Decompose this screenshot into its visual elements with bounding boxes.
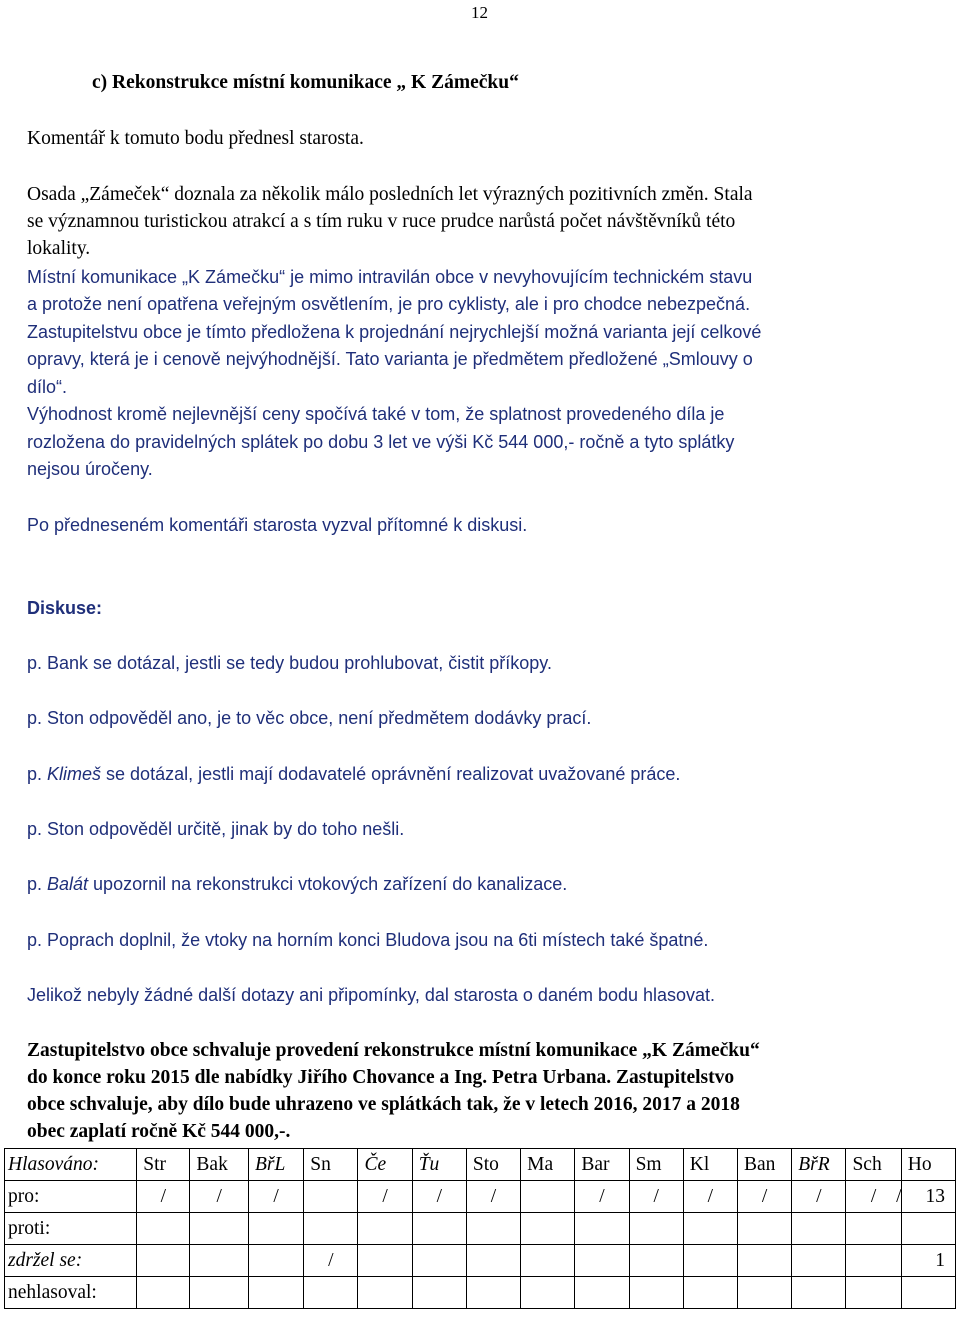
member-abbr: Ma bbox=[521, 1149, 575, 1181]
vote-mark bbox=[358, 1277, 412, 1309]
vote-mark bbox=[575, 1277, 629, 1309]
vote-header-row bbox=[5, 1149, 956, 1181]
text-line: nejsou úročeny. bbox=[27, 459, 153, 479]
prefix: p. bbox=[27, 874, 48, 894]
vote-mark bbox=[248, 1245, 303, 1277]
vote-mark bbox=[248, 1213, 303, 1245]
vote-header-label: Hlasováno: bbox=[5, 1149, 137, 1181]
vote-mark bbox=[846, 1277, 901, 1309]
vote-mark bbox=[304, 1181, 358, 1213]
text-line: Osada „Zámeček“ doznala za několik málo posledních let výrazných pozitivních změn. Stala bbox=[27, 184, 753, 205]
prefix: p. bbox=[27, 653, 48, 673]
member-abbr: Sch bbox=[846, 1149, 901, 1181]
vote-mark: / bbox=[629, 1181, 683, 1213]
member-abbr: BřL bbox=[248, 1149, 303, 1181]
vote-mark bbox=[629, 1213, 683, 1245]
statement: upozornil na rekonstrukci vtokových zařízení do kanalizace. bbox=[88, 874, 568, 894]
member-abbr: BřR bbox=[792, 1149, 846, 1181]
vote-mark bbox=[738, 1245, 792, 1277]
statement: se dotázal, jestli mají dodavatelé oprávnění realizovat uvažované práce. bbox=[101, 764, 681, 784]
vote-mark: / bbox=[896, 1185, 902, 1207]
vote-mark: / bbox=[248, 1181, 303, 1213]
vote-mark bbox=[629, 1277, 683, 1309]
vote-mark bbox=[521, 1277, 575, 1309]
speaker-name: Balát bbox=[47, 874, 89, 894]
vote-mark: / bbox=[575, 1181, 629, 1213]
vote-mark bbox=[683, 1277, 737, 1309]
vote-mark bbox=[738, 1277, 792, 1309]
statement: odpověděl ano, je to věc obce, není předmětem dodávky prací. bbox=[84, 708, 592, 728]
vote-mark bbox=[792, 1213, 846, 1245]
member-abbr: Str bbox=[137, 1149, 190, 1181]
vote-row-label: zdržel se: bbox=[5, 1245, 137, 1277]
vote-mark bbox=[304, 1277, 358, 1309]
vote-mark bbox=[521, 1245, 575, 1277]
vote-total: 13 bbox=[925, 1185, 945, 1207]
vote-mark: / bbox=[466, 1181, 520, 1213]
text-line: do konce roku 2015 dle nabídky Jiřího Chovance a Ing. Petra Urbana. Zastupitelstvo bbox=[27, 1067, 735, 1088]
member-abbr: Kl bbox=[683, 1149, 737, 1181]
vote-mark bbox=[792, 1245, 846, 1277]
vote-mark: / bbox=[738, 1181, 792, 1213]
member-abbr: Bar bbox=[575, 1149, 629, 1181]
speaker-name: Poprach bbox=[47, 930, 115, 950]
speaker-name: Bank bbox=[47, 653, 89, 673]
text-line: dílo“. bbox=[27, 377, 68, 397]
vote-mark: / bbox=[190, 1181, 249, 1213]
discussion-item bbox=[27, 928, 708, 952]
vote-intro: Jelikož nebyly žádné další dotazy ani připomínky, dal starosta o daném bodu hlasovat. bbox=[27, 985, 716, 1005]
text-line: lokality. bbox=[27, 238, 91, 259]
vote-mark bbox=[846, 1213, 901, 1245]
vote-row-label: pro: bbox=[5, 1181, 137, 1213]
section-heading: c) Rekonstrukce místní komunikace „ K Zámečku“ bbox=[92, 72, 519, 93]
speaker-name: Klimeš bbox=[47, 764, 102, 784]
discussion-item bbox=[27, 651, 552, 675]
vote-mark bbox=[412, 1277, 466, 1309]
member-abbr: Ban bbox=[738, 1149, 792, 1181]
member-abbr: Če bbox=[358, 1149, 412, 1181]
vote-total bbox=[901, 1277, 955, 1309]
vote-mark bbox=[575, 1213, 629, 1245]
prefix: p. bbox=[27, 930, 48, 950]
text-line: Zastupitelstvu obce je tímto předložena k projednání nejrychlejší možná varianta její celkové bbox=[27, 322, 762, 342]
vote-mark: / bbox=[137, 1181, 190, 1213]
vote-mark: / bbox=[846, 1181, 901, 1213]
discussion-title: Diskuse: bbox=[27, 598, 103, 618]
vote-mark-total-cell bbox=[896, 1181, 955, 1213]
vote-mark bbox=[792, 1277, 846, 1309]
member-abbr: Sto bbox=[466, 1149, 520, 1181]
speaker-name: Ston bbox=[47, 708, 85, 728]
text-line: Zastupitelstvo obce schvaluje provedení rekonstrukce místní komunikace „K Zámečku“ bbox=[27, 1040, 760, 1061]
vote-mark bbox=[304, 1213, 358, 1245]
vote-mark bbox=[466, 1277, 520, 1309]
vote-table bbox=[4, 1148, 956, 1309]
statement: odpověděl určitě, jinak by do toho nešli. bbox=[84, 819, 405, 839]
text-line: a protože není opatřena veřejným osvětlením, je pro cyklisty, ale i pro chodce nebezpečná. bbox=[27, 294, 751, 314]
vote-mark bbox=[137, 1245, 190, 1277]
vote-mark: / bbox=[683, 1181, 737, 1213]
intro-text: Komentář k tomuto bodu přednesl starosta. bbox=[27, 128, 364, 149]
text-line: Místní komunikace „K Zámečku“ je mimo intravilán obce v nevyhovujícím technickém stavu bbox=[27, 267, 753, 287]
vote-mark bbox=[412, 1213, 466, 1245]
discussion-item bbox=[27, 872, 567, 896]
prefix: p. bbox=[27, 819, 48, 839]
discussion-item bbox=[27, 762, 680, 786]
text-line: opravy, která je i cenově nejvýhodnější. Tato varianta je předmětem předložené „Smlouvy o bbox=[27, 349, 753, 369]
vote-row-label: proti: bbox=[5, 1213, 137, 1245]
vote-mark bbox=[683, 1213, 737, 1245]
vote-mark bbox=[137, 1213, 190, 1245]
text-line: rozložena do pravidelných splátek po dobu 3 let ve výši Kč 544 000,- ročně a tyto splátky bbox=[27, 432, 735, 452]
vote-mark: / bbox=[358, 1181, 412, 1213]
speaker-name: Ston bbox=[47, 819, 85, 839]
statement: doplnil, že vtoky na horním konci Bludova jsou na 6ti místech také špatné. bbox=[114, 930, 709, 950]
vote-mark bbox=[248, 1277, 303, 1309]
vote-mark bbox=[466, 1213, 520, 1245]
vote-mark: / bbox=[792, 1181, 846, 1213]
member-abbr: Ho bbox=[901, 1149, 955, 1181]
vote-mark bbox=[521, 1213, 575, 1245]
text-line: Výhodnost kromě nejlevnější ceny spočívá také v tom, že splatnost provedeného díla je bbox=[27, 404, 725, 424]
text-line: obce schvaluje, aby dílo bude uhrazeno ve splátkách tak, že v letech 2016, 2017 a 2018 bbox=[27, 1094, 740, 1115]
vote-total: 1 bbox=[901, 1245, 955, 1277]
vote-mark bbox=[683, 1245, 737, 1277]
text-line: obec zaplatí ročně Kč 544 000,-. bbox=[27, 1121, 291, 1142]
vote-row bbox=[5, 1245, 956, 1277]
vote-total bbox=[901, 1213, 955, 1245]
vote-mark bbox=[846, 1245, 901, 1277]
member-abbr: Ťu bbox=[412, 1149, 466, 1181]
vote-mark bbox=[190, 1213, 249, 1245]
closing-comment: Po předneseném komentáři starosta vyzval přítomné k diskusi. bbox=[27, 515, 528, 535]
vote-mark bbox=[629, 1245, 683, 1277]
page-number: 12 bbox=[471, 3, 488, 22]
vote-row-label: nehlasoval: bbox=[5, 1277, 137, 1309]
vote-row bbox=[5, 1213, 956, 1245]
vote-mark bbox=[190, 1245, 249, 1277]
text-line: se významnou turistickou atrakcí a s tím ruku v ruce prudce narůstá počet návštěvníků této bbox=[27, 211, 736, 232]
vote-mark bbox=[190, 1277, 249, 1309]
vote-mark bbox=[358, 1213, 412, 1245]
vote-row bbox=[5, 1277, 956, 1309]
vote-mark bbox=[412, 1245, 466, 1277]
discussion-item bbox=[27, 706, 591, 730]
member-abbr: Bak bbox=[190, 1149, 249, 1181]
discussion-item bbox=[27, 817, 404, 841]
vote-mark bbox=[137, 1277, 190, 1309]
vote-mark: / bbox=[412, 1181, 466, 1213]
member-abbr: Sm bbox=[629, 1149, 683, 1181]
vote-mark bbox=[358, 1245, 412, 1277]
vote-mark bbox=[738, 1213, 792, 1245]
member-abbr: Sn bbox=[304, 1149, 358, 1181]
prefix: p. bbox=[27, 764, 48, 784]
statement: se dotázal, jestli se tedy budou prohlubovat, čistit příkopy. bbox=[88, 653, 552, 673]
vote-row bbox=[5, 1181, 956, 1213]
vote-mark bbox=[466, 1245, 520, 1277]
vote-mark bbox=[521, 1181, 575, 1213]
vote-mark bbox=[575, 1245, 629, 1277]
prefix: p. bbox=[27, 708, 48, 728]
vote-mark: / bbox=[304, 1245, 358, 1277]
